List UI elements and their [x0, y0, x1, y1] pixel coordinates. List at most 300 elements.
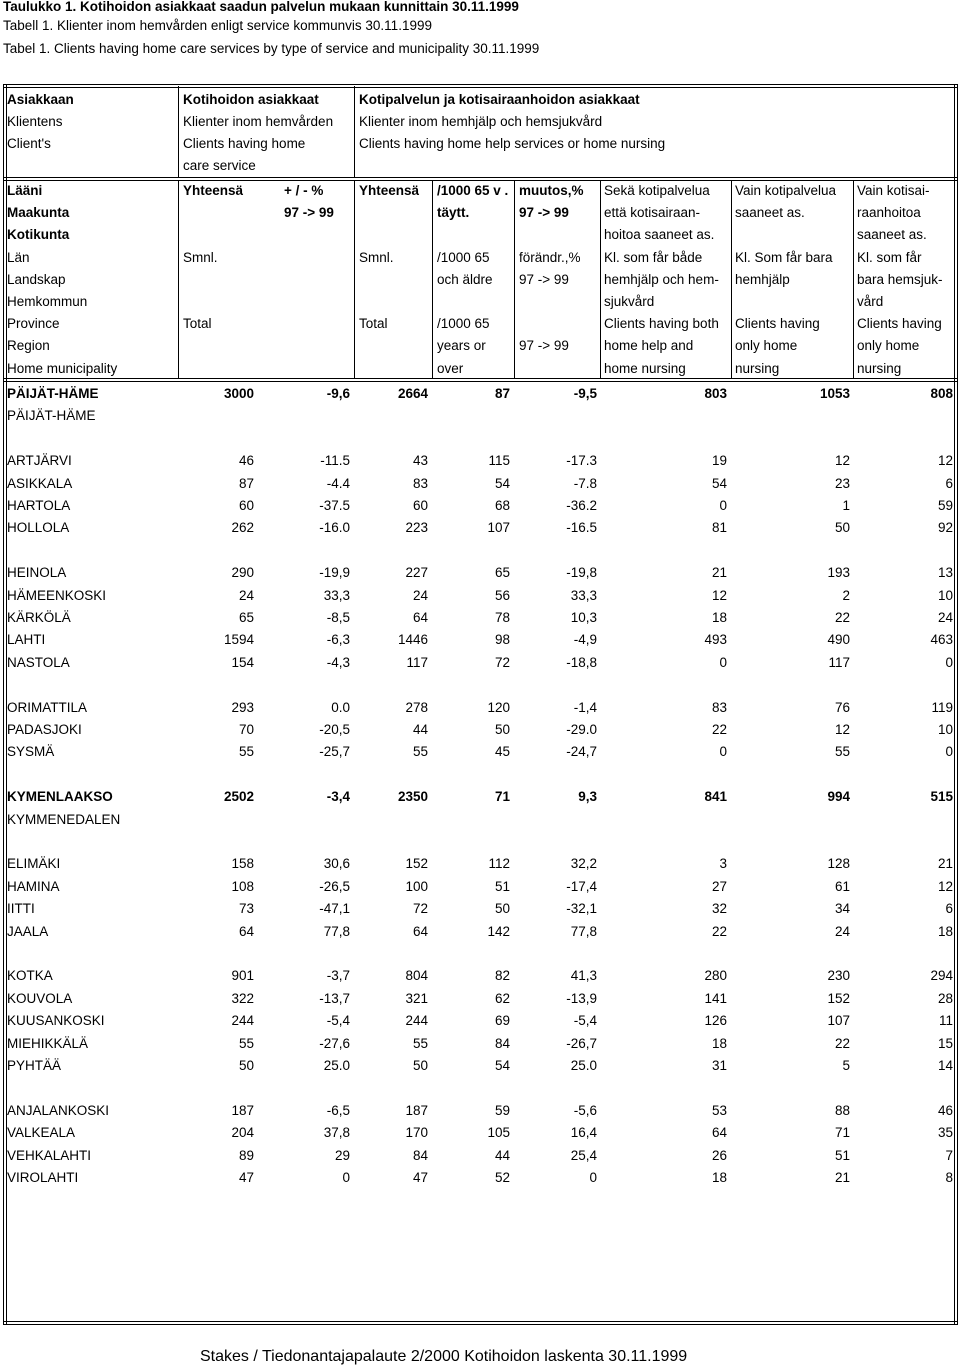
table-row-value: 70 — [238, 722, 254, 737]
table-row-value: 0 — [945, 744, 953, 760]
table-row-value: 126 — [704, 1013, 727, 1029]
header-change2: 97 -> 99 — [519, 205, 569, 221]
table-row-value: 1594 — [223, 632, 254, 648]
table-row-value: 0 — [945, 654, 953, 670]
header-change2: förändr.,% — [519, 249, 581, 265]
table-row-value: 25,4 — [570, 1147, 597, 1163]
header-both: home help and — [604, 338, 694, 354]
table-row-value: -5,4 — [326, 1013, 350, 1029]
table-row-name: KOTKA — [7, 968, 53, 984]
table-row-value: 44 — [494, 1147, 510, 1163]
table-row-value: 83 — [711, 699, 727, 715]
table-row-value: 24 — [412, 587, 428, 603]
table-row-value: -17,4 — [566, 878, 597, 894]
table-row-value: -1,4 — [573, 699, 597, 715]
header-per1000: /1000 65 — [437, 249, 490, 265]
table-row-name: ASIKKALA — [7, 475, 73, 491]
table-row-value: 45 — [494, 744, 510, 760]
table-row-value: 50 — [834, 520, 850, 536]
region-row-value: 515 — [930, 789, 953, 805]
header-homecare-label: Klienter inom hemvården — [183, 114, 334, 129]
header-both: että kotisairaan- — [604, 205, 701, 221]
region-row-value: 9,3 — [578, 789, 597, 805]
region-row-value: 71 — [494, 789, 510, 805]
header-service-label: Clients having home help services or home nursing — [359, 136, 666, 151]
table-row-value: -24,7 — [566, 744, 597, 760]
table-row-name: HEINOLA — [7, 565, 67, 581]
table-row-value: 83 — [412, 475, 428, 491]
table-row-value: 16,4 — [570, 1125, 597, 1141]
table-row-value: 321 — [405, 990, 428, 1006]
table-row-value: 56 — [494, 587, 510, 603]
table-row-value: 54 — [494, 1058, 510, 1073]
header-change2: muutos,% — [519, 183, 584, 198]
header-client-label: Client's — [7, 136, 51, 151]
header-col-divider — [731, 181, 732, 379]
header-per1000: täytt. — [437, 205, 470, 221]
table-row-name: MIEHIKKÄLÄ — [7, 1035, 89, 1051]
table-row-value: 6 — [945, 475, 953, 491]
table-row-value: 107 — [827, 1013, 850, 1029]
table-row-value: -6,5 — [326, 1102, 350, 1118]
table-row-value: 28 — [937, 990, 953, 1006]
header-homecare-label: Kotihoidon asiakkaat — [183, 92, 319, 107]
table-row-value: 54 — [711, 475, 727, 491]
table-row-value: -16.5 — [566, 520, 597, 536]
table-row-value: 78 — [494, 610, 510, 625]
header-both: Clients having both — [604, 316, 719, 332]
header-nursing-only: Clients having — [857, 316, 942, 332]
table-row-value: -26,7 — [566, 1035, 597, 1051]
header-both: Kl. som får både — [604, 249, 703, 265]
table-row-value: 120 — [487, 699, 510, 715]
table-row-value: 11 — [938, 1013, 953, 1029]
header-total1: Smnl. — [183, 249, 218, 265]
table-row-value: 61 — [834, 878, 850, 894]
table-row-value: 12 — [711, 587, 727, 603]
table-row-name: KUUSANKOSKI — [7, 1013, 105, 1029]
header-homecare-label: Clients having home — [183, 136, 306, 151]
header-nursing-only: Kl. som får — [857, 249, 922, 265]
header-change2: 97 -> 99 — [519, 338, 569, 354]
table-row-value: 1 — [842, 498, 850, 513]
region-row-name-sv: PÄIJÄT-HÄME — [7, 408, 96, 424]
header-change2: 97 -> 99 — [519, 271, 569, 287]
table-row-value: 32 — [711, 901, 727, 917]
table-row-value: 193 — [827, 565, 850, 581]
header-nursing-only: saaneet as. — [857, 227, 927, 243]
table-row-value: 71 — [834, 1125, 850, 1141]
header-both: sjukvård — [604, 294, 655, 309]
header-client-label: Asiakkaan — [7, 92, 74, 107]
header-service-label: Kotipalvelun ja kotisairaanhoidon asiakkaat — [359, 92, 640, 107]
table-row-value: 804 — [405, 968, 428, 984]
header-area: Region — [7, 338, 50, 354]
table-row-value: 142 — [487, 923, 510, 939]
table-row-value: -4,3 — [326, 654, 350, 670]
table-row-name: VIROLAHTI — [7, 1170, 79, 1185]
table-row-value: 18 — [937, 923, 953, 939]
table-row-value: 0.0 — [331, 699, 350, 715]
header-both: hemhjälp och hem- — [604, 271, 719, 287]
table-row-value: 3 — [719, 856, 727, 872]
header-nursing-only: only home — [857, 338, 920, 354]
header-col-divider — [432, 181, 433, 379]
table-row-value: 60 — [238, 498, 254, 513]
header-client-label: Klientens — [7, 114, 63, 129]
table-row-value: -17.3 — [566, 453, 597, 469]
header-col-divider — [600, 181, 601, 379]
header-area: Kotikunta — [7, 227, 70, 243]
table-row-value: 73 — [238, 901, 254, 917]
table-row-name: ANJALANKOSKI — [7, 1102, 110, 1118]
table-row-value: 88 — [834, 1102, 850, 1118]
table-row-value: -5,6 — [573, 1102, 597, 1118]
table-row-value: 115 — [488, 453, 510, 469]
header-help-only: Kl. Som får bara — [735, 249, 833, 265]
header-per1000: years or — [437, 338, 486, 354]
table-row-value: 65 — [238, 610, 254, 625]
table-row-value: 53 — [711, 1102, 727, 1118]
table-row-value: 72 — [494, 654, 510, 670]
table-row-value: 141 — [704, 990, 727, 1006]
table-row-value: 52 — [494, 1170, 510, 1185]
header-both: home nursing — [604, 360, 686, 376]
table-row-name: NASTOLA — [7, 654, 70, 670]
region-row-value: -3,4 — [326, 789, 350, 805]
table-row-value: 8 — [945, 1170, 953, 1185]
table-row-value: 72 — [412, 901, 428, 917]
table-row-value: 35 — [937, 1125, 953, 1141]
table-row-value: 69 — [494, 1013, 510, 1029]
table-row-value: 47 — [412, 1170, 428, 1185]
region-row-value: 841 — [704, 789, 727, 805]
table-row-value: 24 — [834, 923, 850, 939]
region-row-value: -9,5 — [573, 386, 597, 401]
table-row-value: 227 — [405, 565, 428, 581]
table-row-value: 117 — [828, 654, 850, 670]
table-row-value: 1446 — [397, 632, 428, 648]
table-row-value: 87 — [238, 475, 254, 491]
table-row-value: 50 — [494, 901, 510, 917]
table-row-value: -47,1 — [319, 901, 350, 917]
table-row-value: 25.0 — [570, 1058, 597, 1073]
table-row-value: 170 — [405, 1125, 428, 1141]
header-col-divider — [178, 181, 179, 379]
table-row-value: -4.4 — [326, 475, 350, 491]
table-row-name: HOLLOLA — [7, 520, 70, 536]
table-row-value: 10,3 — [570, 610, 597, 625]
table-row-value: 33,3 — [570, 587, 597, 603]
table-row-value: 22 — [834, 1035, 850, 1051]
region-row-value: 808 — [930, 386, 953, 401]
table-row-name: VALKEALA — [7, 1125, 76, 1141]
table-row-value: 19 — [711, 453, 727, 469]
header-per1000: /1000 65 — [437, 316, 490, 332]
header-col-divider — [514, 181, 515, 379]
header-total1: Yhteensä — [183, 183, 244, 198]
header-per1000: over — [437, 360, 464, 376]
table-row-value: 0 — [719, 654, 727, 670]
header-both: Sekä kotipalvelua — [604, 183, 710, 198]
header-area: Län — [7, 249, 30, 265]
table-row-value: 23 — [834, 475, 850, 491]
table-row-value: 50 — [238, 1058, 254, 1073]
title-line-fi: Taulukko 1. Kotihoidon asiakkaat saadun palvelun mukaan kunnittain 30.11.1999 — [3, 0, 519, 14]
table-right-border — [954, 84, 958, 1325]
table-row-value: 278 — [405, 699, 428, 715]
table-row-value: -32,1 — [566, 901, 597, 917]
header-help-only: Clients having — [735, 316, 820, 332]
table-row-value: 92 — [937, 520, 953, 536]
table-row-value: 204 — [231, 1125, 254, 1141]
table-row-value: 280 — [704, 968, 727, 984]
header-per1000: /1000 65 v . — [437, 183, 509, 198]
table-row-value: 22 — [711, 722, 727, 737]
table-row-value: 901 — [231, 968, 254, 984]
table-row-value: 64 — [412, 923, 428, 939]
header-col-divider — [354, 181, 355, 379]
table-row-value: 31 — [711, 1058, 727, 1073]
table-row-value: 33,3 — [323, 587, 350, 603]
table-row-value: 60 — [412, 498, 428, 513]
table-row-value: 65 — [494, 565, 510, 581]
table-row-value: 22 — [711, 923, 727, 939]
header-nursing-only: raanhoitoa — [857, 205, 921, 221]
table-row-value: 463 — [930, 632, 953, 648]
table-row-value: 59 — [494, 1102, 510, 1118]
header-nursing-only: vård — [857, 294, 884, 309]
table-row-name: SYSMÄ — [7, 744, 55, 760]
table-row-value: 493 — [704, 632, 727, 648]
table-row-value: 50 — [494, 722, 510, 737]
region-row-value: 994 — [827, 789, 850, 805]
table-row-value: 490 — [827, 632, 850, 648]
table-row-value: -8,5 — [326, 610, 350, 625]
table-row-value: 98 — [494, 632, 510, 648]
table-row-value: -5,4 — [573, 1013, 597, 1029]
table-row-name: ARTJÄRVI — [7, 453, 72, 469]
header-col-divider — [853, 181, 854, 379]
table-row-value: 24 — [937, 610, 953, 625]
table-row-value: 14 — [937, 1058, 953, 1073]
table-row-value: 2 — [842, 587, 850, 603]
region-row-name: KYMENLAAKSO — [7, 789, 113, 805]
table-row-value: 10 — [937, 587, 953, 603]
table-row-name: KÄRKÖLÄ — [7, 610, 71, 625]
header-help-only: nursing — [735, 360, 780, 376]
table-row-value: 117 — [406, 654, 428, 670]
table-row-value: 29 — [334, 1147, 350, 1163]
header-total1: Total — [183, 316, 212, 332]
header-area: Home municipality — [7, 360, 118, 376]
region-row-value: -9,6 — [326, 386, 350, 401]
table-row-value: 6 — [945, 901, 953, 917]
header-help-only: Vain kotipalvelua — [735, 183, 837, 198]
table-row-value: -4,9 — [573, 632, 597, 648]
header-area: Lääni — [7, 183, 43, 198]
table-row-value: 64 — [711, 1125, 727, 1141]
table-row-value: 12 — [937, 878, 953, 894]
table-row-value: 46 — [238, 453, 254, 469]
table-row-value: 152 — [827, 990, 850, 1006]
table-row-value: -29.0 — [566, 722, 597, 737]
table-row-value: 41,3 — [570, 968, 597, 984]
header-area: Maakunta — [7, 205, 70, 221]
table-row-value: 84 — [412, 1147, 428, 1163]
table-row-value: -19,9 — [319, 565, 350, 581]
footer-text: Stakes / Tiedonantajapalaute 2/2000 Kotihoidon laskenta 30.11.1999 — [200, 1348, 688, 1365]
region-row-value: 2664 — [397, 386, 428, 401]
region-row-value: 2502 — [223, 789, 254, 805]
table-row-value: 46 — [937, 1102, 953, 1118]
table-row-value: 77,8 — [323, 923, 350, 939]
table-row-value: -13,9 — [566, 990, 597, 1006]
header-help-only: only home — [735, 338, 798, 354]
table-row-value: -18,8 — [566, 654, 597, 670]
table-row-value: 152 — [405, 856, 428, 872]
table-row-value: 30,6 — [323, 856, 350, 872]
header-top-col-divider — [354, 86, 355, 178]
header-nursing-only: Vain kotisai- — [857, 183, 930, 198]
header-area: Province — [7, 316, 60, 332]
table-row-name: LAHTI — [7, 632, 46, 648]
table-row-value: 230 — [827, 968, 850, 984]
header-per1000: och äldre — [437, 271, 493, 287]
table-row-value: 21 — [937, 856, 953, 872]
table-row-value: 108 — [231, 878, 254, 894]
table-row-value: 84 — [494, 1035, 510, 1051]
table-row-value: 100 — [405, 878, 428, 894]
table-row-value: 13 — [937, 565, 953, 581]
header-help-only: hemhjälp — [735, 271, 790, 287]
header-change1: + / - % — [284, 183, 324, 198]
table-row-value: 51 — [834, 1147, 850, 1163]
table-row-value: 18 — [711, 610, 727, 625]
table-row-value: 24 — [238, 587, 254, 603]
table-row-name: HAMINA — [7, 878, 60, 894]
table-row-value: 37,8 — [323, 1125, 350, 1141]
region-row-value: 803 — [704, 386, 727, 401]
table-row-value: 322 — [231, 990, 254, 1006]
region-row-value: 2350 — [397, 789, 428, 805]
table-row-value: 43 — [412, 453, 428, 469]
table-row-value: -6,3 — [326, 632, 350, 648]
header-help-only: saaneet as. — [735, 205, 805, 221]
table-row-value: 0 — [589, 1170, 597, 1185]
table-row-value: -37.5 — [319, 498, 350, 513]
table-row-value: -16.0 — [319, 520, 350, 536]
table-row-value: 119 — [931, 699, 953, 715]
header-area: Hemkommun — [7, 294, 88, 309]
table-row-value: 62 — [494, 990, 510, 1006]
table-row-value: -7.8 — [573, 475, 597, 491]
region-row-value: 3000 — [223, 386, 254, 401]
table-row-name: IITTI — [7, 901, 35, 917]
table-row-value: 21 — [834, 1170, 850, 1185]
table-row-value: 10 — [937, 722, 953, 737]
table-row-value: -20,5 — [319, 722, 350, 737]
table-row-value: -27,6 — [319, 1035, 350, 1051]
header-service-label: Klienter inom hemhjälp och hemsjukvård — [359, 114, 603, 129]
table-row-value: 5 — [842, 1058, 850, 1073]
table-row-value: 12 — [937, 453, 953, 469]
table-row-name: HARTOLA — [7, 498, 71, 513]
header-both: hoitoa saaneet as. — [604, 227, 715, 243]
table-row-value: 18 — [711, 1035, 727, 1051]
header-homecare-label: care service — [183, 158, 256, 173]
table-row-value: 0 — [342, 1170, 350, 1185]
title-line-en: Tabel 1. Clients having home care services by type of service and municipality 30.11.1999 — [3, 41, 540, 56]
table-bottom-border — [3, 1321, 957, 1325]
header-total2: Total — [359, 316, 388, 332]
table-row-value: 59 — [937, 498, 953, 513]
region-row-name: PÄIJÄT-HÄME — [7, 386, 99, 401]
table-row-value: 54 — [494, 475, 510, 491]
table-row-value: 18 — [711, 1170, 727, 1185]
title-line-sv: Tabell 1. Klienter inom hemvården enligt service kommunvis 30.11.1999 — [3, 18, 432, 33]
table-row-value: -19,8 — [566, 565, 597, 581]
table-row-name: ELIMÄKI — [7, 856, 61, 872]
table-row-value: 158 — [231, 856, 254, 872]
table-row-value: -3,7 — [326, 968, 350, 984]
table-row-value: 7 — [945, 1147, 953, 1163]
header-nursing-only: nursing — [857, 360, 902, 376]
header-area: Landskap — [7, 271, 66, 287]
table-row-value: 22 — [834, 610, 850, 625]
table-row-value: 27 — [711, 878, 727, 894]
region-row-name-sv: KYMMENEDALEN — [7, 811, 121, 827]
table-row-value: 187 — [231, 1102, 254, 1118]
table-top-border — [3, 84, 957, 88]
table-row-value: 81 — [711, 520, 727, 536]
table-row-value: -11.5 — [320, 453, 350, 469]
table-row-value: 223 — [405, 520, 428, 536]
header-change1: 97 -> 99 — [284, 205, 334, 221]
table-row-value: 12 — [834, 722, 850, 737]
table-row-value: 21 — [711, 565, 727, 581]
table-row-value: 44 — [412, 722, 428, 737]
table-row-name: KOUVOLA — [7, 990, 73, 1006]
table-row-value: 187 — [405, 1102, 428, 1118]
table-row-name: VEHKALAHTI — [7, 1147, 92, 1163]
header-nursing-only: bara hemsjuk- — [857, 271, 943, 287]
table-row-value: 0 — [719, 744, 727, 760]
table-row-value: 55 — [412, 744, 428, 760]
header-total2: Smnl. — [359, 249, 394, 265]
region-row-value: 1053 — [819, 386, 850, 401]
table-row-name: PYHTÄÄ — [7, 1058, 62, 1073]
table-row-value: 55 — [238, 744, 254, 760]
table-row-value: -36.2 — [566, 498, 597, 513]
table-row-value: 154 — [231, 654, 254, 670]
table-row-name: PADASJOKI — [7, 722, 82, 737]
table-row-value: 26 — [711, 1147, 727, 1163]
table-row-value: 294 — [930, 968, 953, 984]
table-row-value: 105 — [487, 1125, 510, 1141]
table-row-value: -13,7 — [319, 990, 350, 1006]
header-total2: Yhteensä — [359, 183, 420, 198]
table-row-value: 47 — [238, 1170, 254, 1185]
table-row-value: 64 — [412, 610, 428, 625]
table-row-value: 112 — [488, 856, 510, 872]
table-row-value: 89 — [238, 1147, 254, 1163]
table-row-value: 128 — [827, 856, 850, 872]
table-row-value: 12 — [834, 453, 850, 469]
table-row-value: 32,2 — [570, 856, 597, 872]
table-row-value: 82 — [494, 968, 510, 984]
table-row-name: JAALA — [7, 923, 49, 939]
